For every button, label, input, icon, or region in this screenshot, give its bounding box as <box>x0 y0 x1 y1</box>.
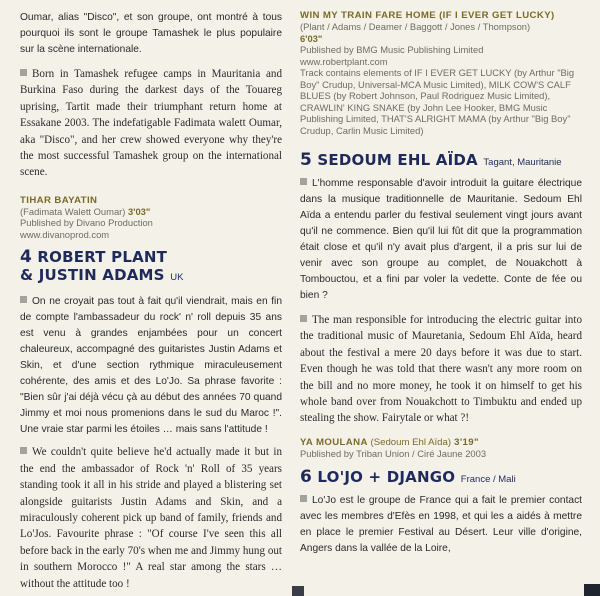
section-6-number: 6 <box>300 467 312 488</box>
track-3-website: www.divanoprod.com <box>20 228 110 240</box>
track-4-sample-notes: Track contains elements of IF I EVER GET LUCKY (by Arthur "Big Boy" Crudup, Universal-MCA Music Limited), MILK COW'S CALF BLUES (by Robert Johnson, Paul Rodriguez Music Limited), CRAWLIN' KING SNAKE (by John Lee Hooker, BMG Music Publishing Limited, THAT'S ALRIGHT MAMA (by Arthur "Big Boy" Crudup, Carlin Music Limited) <box>300 67 575 136</box>
tartit-french-paragraph-end: Oumar, alias "Disco", et son groupe, ont montré à tous pourquoi ils sont le groupe Tamashek le plus populaire sur la scène internationale. <box>20 12 282 55</box>
track-3-title: TIHAR BAYATIN <box>20 194 98 206</box>
track-5-title: YA MOULANA (Sedoum Ehl Aïda) 3'19" <box>300 436 479 448</box>
tartit-english-text: Born in Tamashek refugee camps in Mauritania and Burkina Faso during the darkest days of the Touareg uprising, Tartit made their triumphant return home at Essakane 2003. The indefatigable Fadimata walett Oumar, aka "Disco", and her crew showed everyone why they're the most successful Tamashek group on the international scene. <box>20 68 282 179</box>
section-4-origin: UK <box>170 272 184 284</box>
section-5-artist: SEDOUM EHL AÏDA <box>317 151 478 169</box>
track-4-publisher: Published by BMG Music Publishing Limited <box>300 44 484 55</box>
section-4-heading <box>20 248 282 286</box>
section-5-heading <box>300 150 582 170</box>
bullet-square <box>300 495 307 502</box>
section-5-english-paragraph: The man responsible for introducing the electric guitar into the traditional music of Mauretania, Sedoum Ehl Aïda, heard about the festival a mere 20 days before it was due to start. Even though he was told that there wasn't any more room on the bill and no more money, he took it on himself to get his whole band over from Nouakchott to Timbuktu and ended up stealing the show. Fairytale or what ?! <box>300 314 582 425</box>
section-6-origin: France / Mali <box>460 474 516 486</box>
section-4-artist-line2: & JUSTIN ADAMS <box>20 266 165 285</box>
section-4-artist-line1: ROBERT PLANT <box>37 248 168 267</box>
bullet-square <box>20 69 27 76</box>
track-3-publisher: Published by Divano Production <box>20 217 153 229</box>
section-4-french-paragraph: On ne croyait pas tout à fait qu'il viendrait, mais en fin de compte l'ambassadeur du rock' n' roll depuis 35 ans est venu à grandes enjambées pour un concert chaleureux, accompagné des guitaristes Justin Adams et Skin, et d'une section rythmique miraculeusement cohérente, des amis et des Lo'Jo. Sa phrase favorite : "Bien sûr j'ai déjà vécu çà au début des années 70 quand Jimmy et moi nous promenions dans le sud du Maroc !". Une vraie star parmi les étoiles … mais sans l'attitude ! <box>20 296 282 436</box>
track-4-duration: 6'03" <box>300 32 323 44</box>
section-6-heading <box>300 467 582 487</box>
bullet-square <box>300 315 307 322</box>
track-4-title: WIN MY TRAIN FARE HOME (IF I EVER GET LUCKY) <box>300 10 555 21</box>
bullet-square <box>20 447 27 454</box>
section-5-origin: Tagant, Mauritanie <box>483 157 562 168</box>
tartit-english-paragraph <box>20 66 282 181</box>
section-6-french-paragraph: Lo'Jo est le groupe de France qui a fait le premier contact avec les membres d'Efès en 1998, et qui les a aidés à mettre en place le premier Festival au Désert. Leur ville d'origine, Angers dans la vallée de la Loire, <box>300 495 582 555</box>
track-5-publisher: Published by Triban Union / Ciré Jaune 2003 <box>300 447 487 459</box>
track-3-authors-line: (Fadimata Walett Oumar) 3'03" <box>20 205 151 217</box>
bullet-square <box>20 296 27 303</box>
section-5-number: 5 <box>300 150 312 170</box>
left-column <box>20 0 282 592</box>
section-4-english-paragraph: We couldn't quite believe he'd actually made it but in the end the ambassador of Rock 'n' Roll of 35 years standing took it all in his stride and played a blistering set alongside guitarists Justin Adams and Skin, and a miraculously coherent pick up band of family, friends and Lo'Jos. Favourite phrase : "Of course I've seen this all before back in the early 70's when me and Jimmy hung out in southern Morocco !" A real star among the stars … without the attitude too ! <box>20 446 282 590</box>
track-3-duration: 3'03" <box>128 205 151 217</box>
page-edge-mark <box>292 586 304 596</box>
section-5-french-paragraph: L'homme responsable d'avoir introduit la guitare électrique dans la musique traditionnelle de Mauritanie. Sedoum Ehl Aïda a entendu parler du festival seulement vingt jours avant qu'il ne commence. Bien qu'il lui fût dit que la programmation était close et qu'il n'y avait plus d'argent, il a pris sur lui de venir avec son groupe au complet, de Nouakchott à Tombouctou, et a fini par voler la vedette. Conte de fée ou bien ? <box>300 178 582 301</box>
corner-tab <box>584 584 600 596</box>
bullet-square <box>300 178 307 185</box>
track-4-authors: (Plant / Adams / Deamer / Baggott / Jones / Thompson) <box>300 21 531 32</box>
track-4-website: www.robertplant.com <box>300 55 388 67</box>
section-4-number: 4 <box>20 247 32 268</box>
section-6-artist: LO'JO + DJANGO <box>317 468 456 487</box>
right-column <box>300 0 582 557</box>
